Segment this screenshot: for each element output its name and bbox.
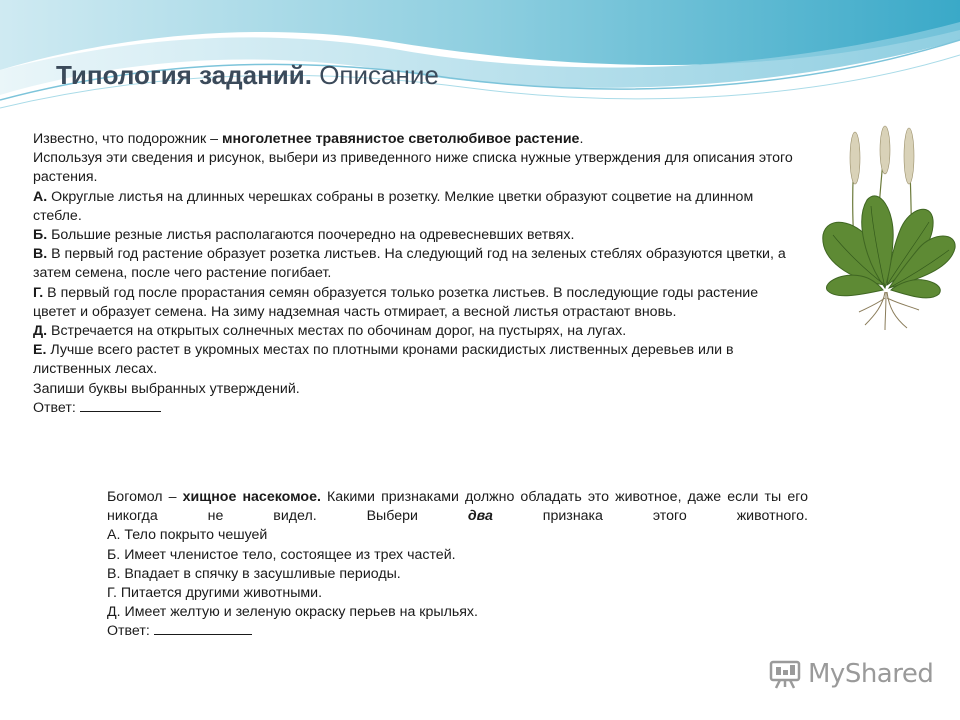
task2-option: Г. Питается другими животными.	[107, 585, 323, 602]
plantain-illustration	[815, 120, 960, 332]
option-letter: Е.	[33, 342, 47, 359]
option-text: Большие резные листья располагаются поочередно на одревесневших ветвях.	[47, 227, 575, 244]
task1-intro-end: .	[579, 131, 584, 147]
option-text: Встречается на открытых солнечных местах по обочинам дорог, на пустырях, на лугах.	[47, 323, 627, 340]
slide-title-rest: Описание	[311, 60, 439, 90]
task1-option	[33, 245, 793, 283]
task2-intro-text: Богомол –	[107, 489, 183, 505]
header-wave-decoration	[0, 0, 960, 115]
option-letter: Г.	[33, 284, 44, 301]
task2-intro-question: Какими признаками должно обладать это животное, даже если ты его никогда не видел. Выбери	[107, 489, 808, 525]
task1-intro-text: Известно, что подорожник –	[33, 131, 223, 147]
slide-title-bold: Типология заданий.	[56, 60, 312, 90]
option-text: Округлые листья на длинных черешках собраны в розетку. Мелкие цветки образуют соцветие на длинном стебле.	[33, 188, 754, 224]
answer-label: Ответ:	[107, 623, 154, 640]
task2-option: Д. Имеет желтую и зеленую окраску перьев на крыльях.	[107, 604, 478, 621]
task2-intro-emphasis: два	[467, 508, 493, 525]
option-text: В первый год растение образует розетка листьев. На следующий год на зеленых стеблях образуются цветки, а затем семена, после чего растение погибает.	[33, 246, 786, 282]
task2-option: А. Тело покрыто чешуей	[107, 527, 268, 544]
task1-final-instruction: Запиши буквы выбранных утверждений.	[33, 380, 300, 397]
task1-option	[33, 322, 793, 341]
task1-option	[33, 226, 793, 245]
task2-intro-end: признака этого животного.	[492, 508, 808, 525]
option-letter: А.	[33, 188, 48, 205]
task2-option: В. Впадает в спячку в засушливые периоды.	[107, 565, 401, 582]
option-letter: В.	[33, 246, 48, 263]
answer-blank[interactable]	[154, 622, 252, 635]
option-letter: Д.	[33, 323, 48, 340]
task1-intro-bold: многолетнее травянистое светолюбивое растение	[222, 131, 580, 147]
task1-instruction: Используя эти сведения и рисунок, выбери из приведенного ниже списка нужные утверждения для описания этого растения.	[33, 150, 793, 186]
option-text: В первый год после прорастания семян образуется только розетка листьев. В последующие годы растение цветет и образует семена. На зиму надземная часть отмирает, а весной листья отрастают вновь.	[33, 284, 759, 320]
answer-label: Ответ:	[33, 399, 80, 416]
task1-intro	[33, 130, 793, 149]
task2-intro-bold: хищное насекомое.	[182, 489, 321, 505]
logo-text: MyShared	[808, 659, 934, 689]
presentation-board-icon	[768, 658, 802, 690]
task-plantain	[33, 130, 793, 418]
task2-intro	[107, 488, 808, 526]
option-letter: Б.	[33, 227, 48, 244]
task-mantis	[107, 488, 808, 642]
task2-answer	[107, 622, 808, 641]
answer-blank[interactable]	[80, 399, 161, 412]
slide-title	[56, 60, 439, 91]
task1-option	[33, 284, 793, 322]
task1-option	[33, 188, 793, 226]
task1-answer	[33, 399, 793, 418]
myshared-logo	[768, 656, 933, 692]
task1-option	[33, 341, 793, 379]
task2-option: Б. Имеет членистое тело, состоящее из трех частей.	[107, 546, 456, 563]
option-text: Лучше всего растет в укромных местах по плотными кронами раскидистых лиственных деревьев или в лиственных лесах.	[33, 342, 734, 378]
